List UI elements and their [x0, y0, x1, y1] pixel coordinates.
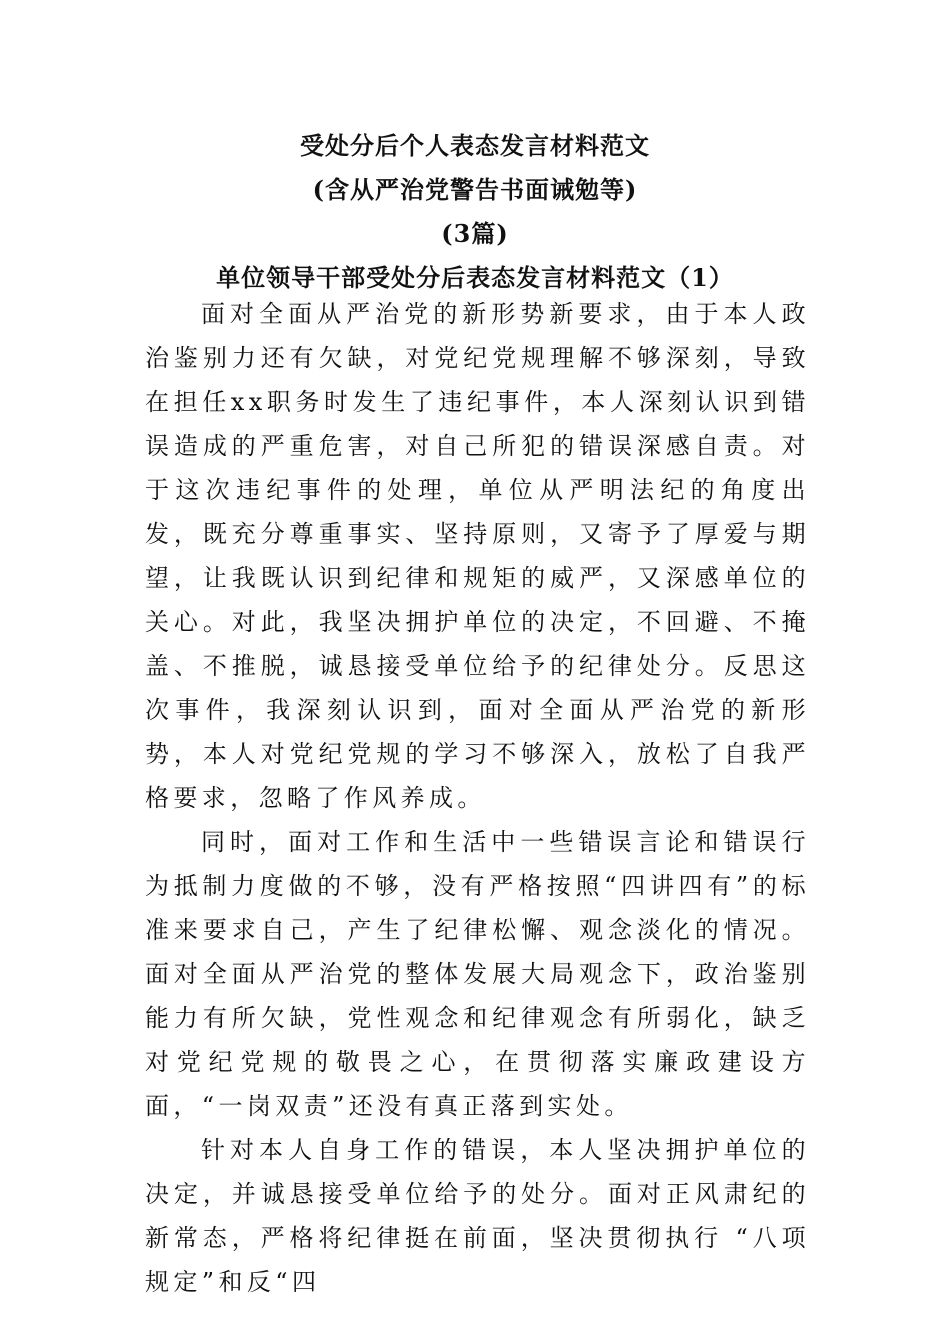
article-count: (3篇) [441, 219, 509, 248]
body-text [145, 292, 810, 1304]
section-heading: 单位领导干部受处分后表态发言材料范文（1） [216, 263, 734, 292]
title-block [100, 124, 850, 300]
subtitle: (含从严治党警告书面诫勉等) [312, 175, 638, 204]
paragraph-1: 面对全面从严治党的新形势新要求，由于本人政治鉴别力还有欠缺，对党纪党规理解不够深刻，导致在担任xx职务时发生了违纪事件，本人深刻认识到错误造成的严重危害，对自己所犯的错误深感自责。对于这次违纪事件的处理，单位从严明法纪的角度出发，既充分尊重事实、坚持原则，又寄予了厚爱与期望，让我既认识到纪律和规矩的威严，又深感单位的关心。对此，我坚决拥护单位的决定，不回避、不掩盖、不推脱，诚恳接受单位给予的纪律处分。反思这次事件，我深刻认识到，面对全面从严治党的新形势，本人对党纪党规的学习不够深入，放松了自我严格要求，忽略了作风养成。 [145, 300, 810, 812]
paragraph-3: 针对本人自身工作的错误，本人坚决拥护单位的决定，并诚恳接受单位给予的处分。面对正风肃纪的新常态，严格将纪律挺在前面，坚决贯彻执行 “八项规定”和反“四 [145, 1136, 810, 1296]
paragraph-2: 同时，面对工作和生活中一些错误言论和错误行为抵制力度做的不够，没有严格按照“四讲四有”的标准来要求自己，产生了纪律松懈、观念淡化的情况。面对全面从严治党的整体发展大局观念下，政治鉴别能力有所欠缺，党性观念和纪律观念有所弱化，缺乏对党纪党规的敬畏之心，在贯彻落实廉政建设方面，“一岗双责”还没有真正落到实处。 [145, 828, 810, 1120]
main-title: 受处分后个人表态发言材料范文 [300, 131, 650, 160]
